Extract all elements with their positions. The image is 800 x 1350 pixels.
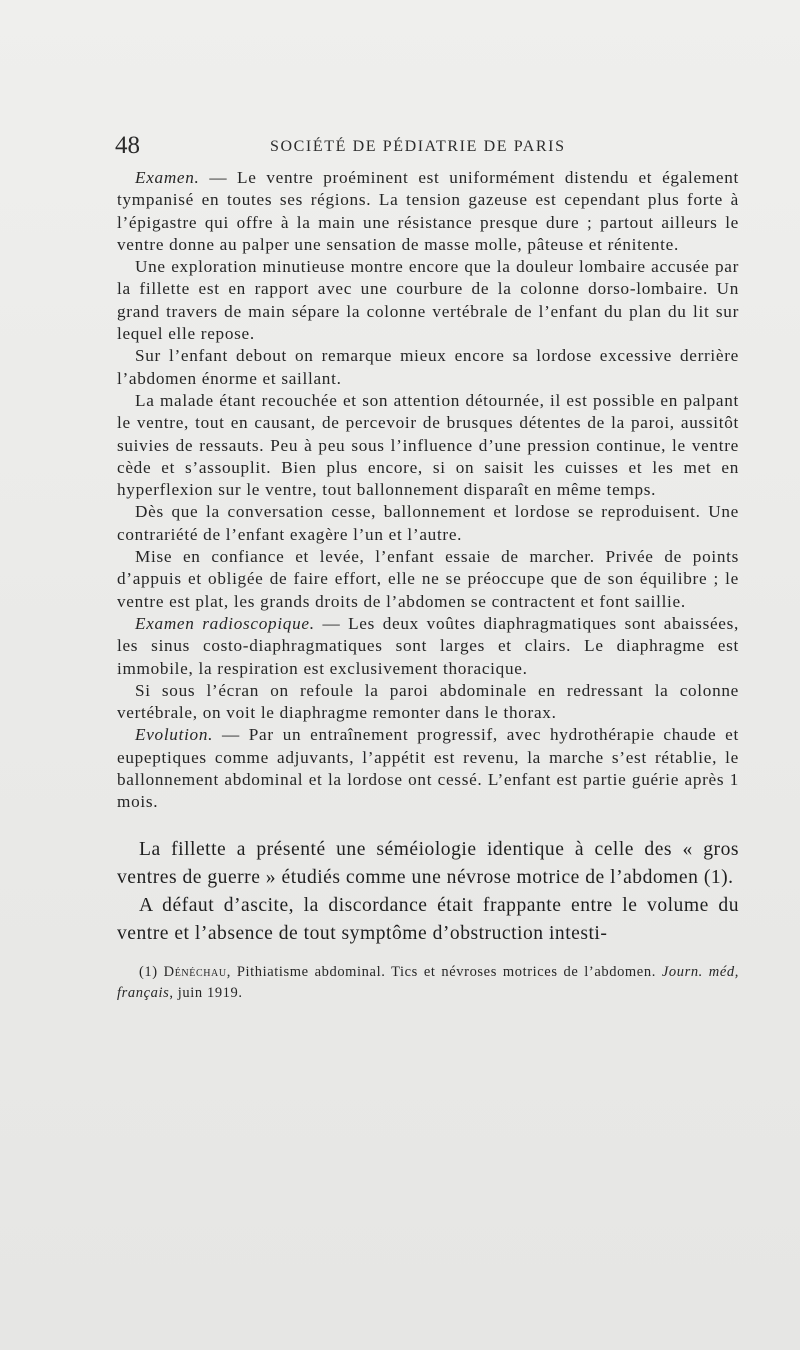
footnote-text-end: , juin 1919. xyxy=(169,984,243,1001)
section-lead-evolution: Evolution. xyxy=(135,725,214,745)
paragraph-text: Une exploration minutieuse montre encore que la douleur lombaire accusée par la fillette est en rapport avec une courbure de la colonne dorso-lombaire. Un grand travers de main sépare la colonne vertébrale de l’enfant du plan du lit sur lequel elle repose. xyxy=(117,257,739,344)
running-head: SOCIÉTÉ DE PÉDIATRIE DE PARIS xyxy=(270,138,566,155)
footnote-text: , Pithiatisme abdominal. Tics et névroses motrices de l’abdomen. xyxy=(226,963,662,980)
paragraph-text: — Le ventre proéminent est uniformément distendu et également tympanisé en toutes ses régions. La tension gazeuse est cependant plus forte à l’épigastre qui offre à la main une résistance presque dure ; partout ailleurs le ventre donne au palper une sensation de masse molle, pâteuse et rénitente. xyxy=(117,168,739,254)
paragraph-exploration xyxy=(117,256,739,345)
section-lead-radioscopique: Examen radioscopique. xyxy=(135,613,315,633)
section-gap xyxy=(117,814,739,836)
page-header xyxy=(115,132,585,162)
main-paragraph-ascite: A défaut d’ascite, la discordance était frappante entre le volume du ventre et l’absence de tout symptôme d’obstruction intesti- xyxy=(117,894,739,944)
paragraph-text: — Par un entraînement progressif, avec hydrothérapie chaude et eupeptiques comme adjuvants, l’appétit est revenu, la marche s’est rétablie, le ballonnement abdominal et la lordose ont cessé. L’enfant est partie guérie après 1 mois. xyxy=(117,725,739,812)
paragraph-text: Mise en confiance et levée, l’enfant essaie de marcher. Privée de points d’appuis et obligée de faire effort, elle ne se préoccupe que de son équilibre ; le ventre est plat, les grands droits de l’abdomen se contractent et font saillie. xyxy=(117,547,739,611)
paragraph-debout xyxy=(117,345,739,390)
paragraph-conversation xyxy=(117,501,739,546)
footnote-author: Dénéchau xyxy=(163,963,227,980)
paragraph-text: La malade étant recouchée et son attention détournée, il est possible en palpant le ventre, tout en causant, de percevoir de brusques détentes de la paroi, aussitôt suivies de ressauts. Peu à peu sous l’influence d’une pression continue, le ventre cède et s’assouplit. Bien plus encore, si on saisit les cuisses et les met en hyperflexion sur le ventre, tout ballonnement disparaît en même temps. xyxy=(117,390,739,500)
footnote-marker: (1) xyxy=(139,963,158,980)
paragraph-examen xyxy=(117,167,739,256)
paragraph-ecran xyxy=(117,680,739,725)
paragraph-radioscopique xyxy=(117,613,739,680)
footnote-journal: Journ. méd, français xyxy=(117,963,739,1001)
paragraph-recouchee xyxy=(117,390,739,501)
paragraph-text: Sur l’enfant debout on remarque mieux encore sa lordose excessive derrière l’abdomen énorme et saillant. xyxy=(117,346,739,388)
paragraph-marcher xyxy=(117,546,739,613)
section-lead-examen: Examen. xyxy=(135,168,200,187)
footnote xyxy=(117,962,739,1004)
page-body xyxy=(117,167,739,1004)
main-paragraph-semiologie: La fillette a présenté une séméiologie identique à celle des « gros ventres de guerre » étudiés comme une névrose motrice de l’abdomen (1). xyxy=(117,838,739,888)
paragraph-text: Si sous l’écran on refoule la paroi abdominale en redressant la colonne vertébrale, on voit le diaphragme remonter dans le thorax. xyxy=(117,680,739,723)
page-number: 48 xyxy=(115,132,140,159)
paragraph-text: Dès que la conversation cesse, ballonnement et lordose se reproduisent. Une contrariété de l’enfant exagère l’un et l’autre. xyxy=(117,502,739,544)
paragraph-evolution xyxy=(117,724,739,813)
paragraph-text: — Les deux voûtes diaphragmatiques sont abaissées, les sinus costo-diaphragmatiques sont larges et clairs. Le diaphragme est immobile, la respiration est exclusivement thoracique. xyxy=(117,613,739,678)
